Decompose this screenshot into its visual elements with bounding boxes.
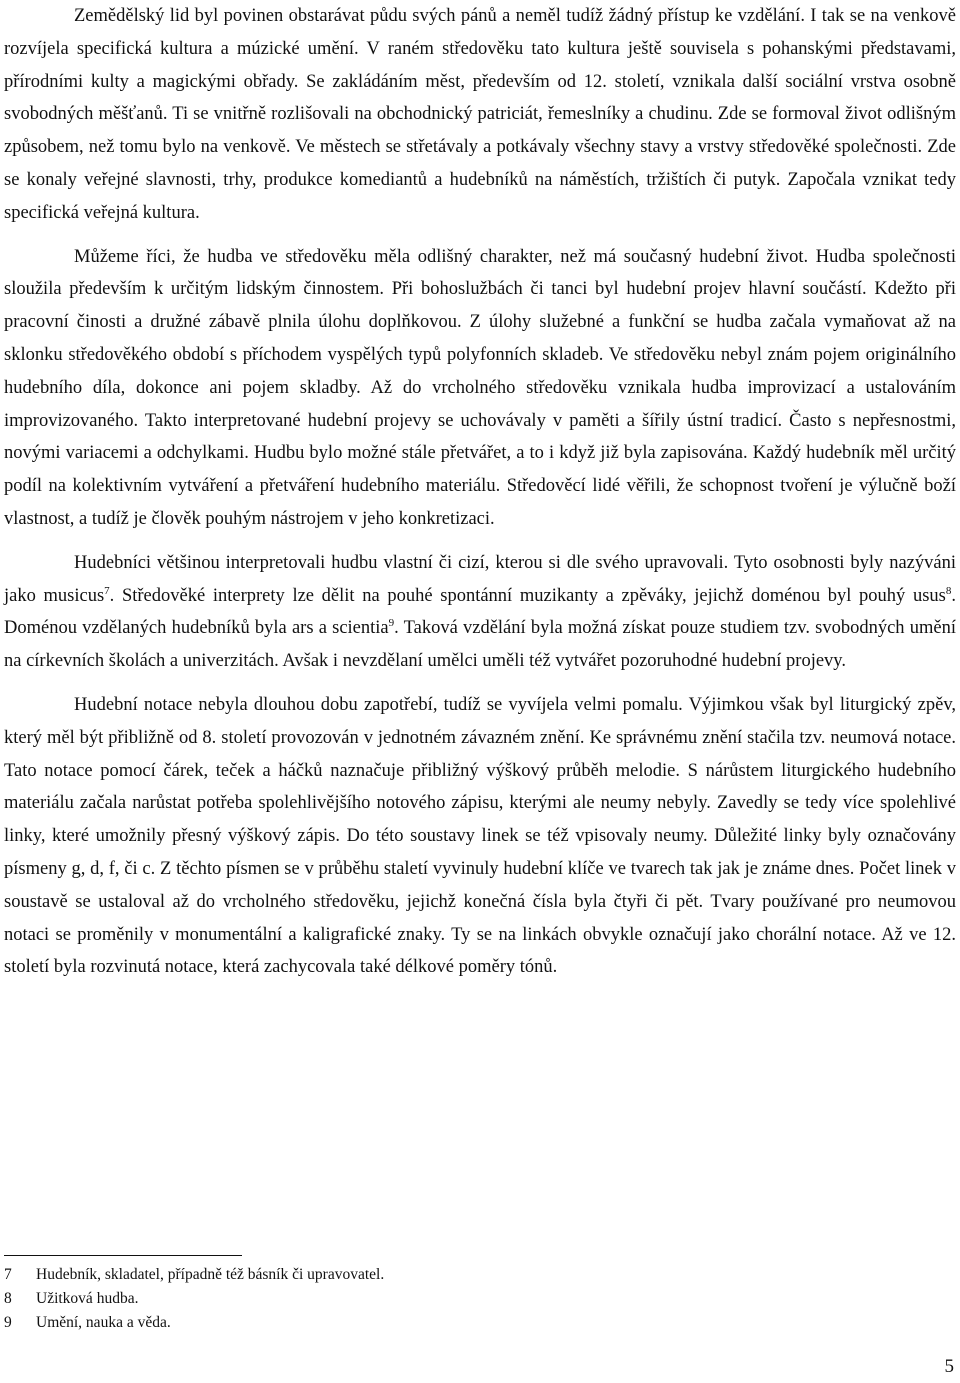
footnote-number: 8 — [4, 1290, 12, 1307]
body-text — [4, 0, 956, 984]
paragraph — [4, 0, 956, 230]
footnote-text: Hudebník, skladatel, případně též básník či upravovatel. — [36, 1266, 385, 1283]
footnote — [4, 1311, 904, 1335]
page-number: 5 — [944, 1356, 954, 1377]
footnote-number: 7 — [4, 1266, 12, 1283]
footnote-text: Umění, nauka a věda. — [36, 1314, 171, 1331]
footnote — [4, 1287, 904, 1311]
paragraph-text: Hudebníci většinou interpretovali hudbu vlastní či cizí, kterou si dle svého upravovali. Tyto osobnosti byly nazýváni jako musicus — [4, 552, 956, 606]
paragraph — [4, 689, 956, 984]
footnote-number: 9 — [4, 1314, 12, 1331]
footnote-ref[interactable]: 9 — [388, 617, 395, 630]
footnote-text: Užitková hudba. — [36, 1290, 139, 1307]
paragraph-text: Hudební notace nebyla dlouhou dobu zapotřebí, tudíž se vyvíjela velmi pomalu. Výjimkou však byl liturgický zpěv, který měl být přibližně od 8. století provozován v jednotném závazném znění. Ke správnému znění stačila tzv. neumová notace. Tato notace pomocí čárek, teček a háčků naznačuje přibližný výškový průběh melodie. S nárůstem liturgického hudebního materiálu začala narůstat potřeba spolehlivějšího notového zápisu, kterými ale neumy nebyly. Zavedly se tedy více spolehlivé linky, které umožnily přesný výškový zápis. Do této soustavy linek se též vpisovaly neumy. Důležité linky byly označovány písmeny g, d, f, či c. Z těchto písmen se v průběhu staletí vyvinuly hudební klíče ve tvarech tak jak je známe dnes. Počet linek v soustavě se ustaloval až do vrcholného středověku, jejichž konečná čísla byla čtyři či pět. Tvary používané pro neumovou notaci se proměnily v monumentální a kaligrafické znaky. Ty se na linkách obvykle označují jako chorální notace. Až ve 12. století byla rozvinutá notace, která zachycovala také délkové poměry tónů. — [4, 694, 956, 978]
paragraph-text: . Středověké interprety lze dělit na pouhé spontánní muzikanty a zpěváky, jejichž doménou byl pouhý usus — [109, 585, 946, 606]
paragraph-text: . Doménou vzdělaných hudebníků byla ars a scientia — [4, 585, 956, 639]
paragraph-text: . Taková vzdělání byla možná získat pouze studiem tzv. svobodných umění na církevních školách a univerzitách. Avšak i nevzdělaní umělci uměli též vytvářet pozoruhodné hudební projevy. — [4, 618, 956, 672]
paragraph — [4, 547, 956, 678]
footnote-ref[interactable]: 7 — [104, 584, 110, 597]
footnotes — [4, 1263, 904, 1335]
footnote-separator — [4, 1255, 242, 1256]
footnote-ref[interactable]: 8 — [945, 584, 952, 597]
paragraph-text: Můžeme říci, že hudba ve středověku měla odlišný charakter, než má současný hudební život. Hudba společnosti sloužila především k určitým lidským činnostem. Při bohoslužbách či tanci byl hudební projev hlavní součástí. Kdežto při pracovní činosti a družné zábavě plnila úlohu doplňkovou. Z úlohy služebné a funkční se hudba začala vymaňovat až na sklonku středověkého období s příchodem vyspělých typů polyfonních skladeb. Ve středověku nebyl znám pojem originálního hudebního díla, dokonce ani pojem skladby. Až do vrcholného středověku vznikala hudba improvizací a ustalováním improvizovaného. Takto interpretované hudební projevy se uchovávaly v paměti a šířily ústní tradicí. Často s nepřesnostmi, novými variacemi a odchylkami. Hudbu bylo možné stále přetvářet, a to i když již byla zapisována. Každý hudebník měl určitý podíl na kolektivním vytváření a přetváření hudebního materiálu. Středověcí lidé věřili, že schopnost tvoření je výlučně boží vlastnost, a tudíž je člověk pouhým nástrojem v jeho konkretizaci. — [4, 246, 956, 529]
paragraph — [4, 241, 956, 536]
footnote — [4, 1263, 904, 1287]
paragraph-text: Zemědělský lid byl povinen obstarávat půdu svých pánů a neměl tudíž žádný přístup ke vzdělání. I tak se na venkově rozvíjela specifická kultura a múzické umění. V raném středověku tato kultura ještě souvisela s pohanskými představami, přírodními kulty a magickými obřady. Se zakládáním měst, především od 12. století, vznikala další sociální vrstva osobně svobodných měšťanů. Ti se vnitřně rozlišovali na obchodnický patriciát, řemeslníky a chudinu. Zde se formoval život odlišným způsobem, než tomu bylo na venkově. Ve městech se střetávaly a potkávaly všechny stavy a vrstvy středověké společnosti. Zde se konaly veřejné slavnosti, trhy, produkce komediantů a hudebníků na náměstích, tržištích či putyk. Započala vznikat tedy specifická veřejná kultura. — [4, 6, 956, 223]
